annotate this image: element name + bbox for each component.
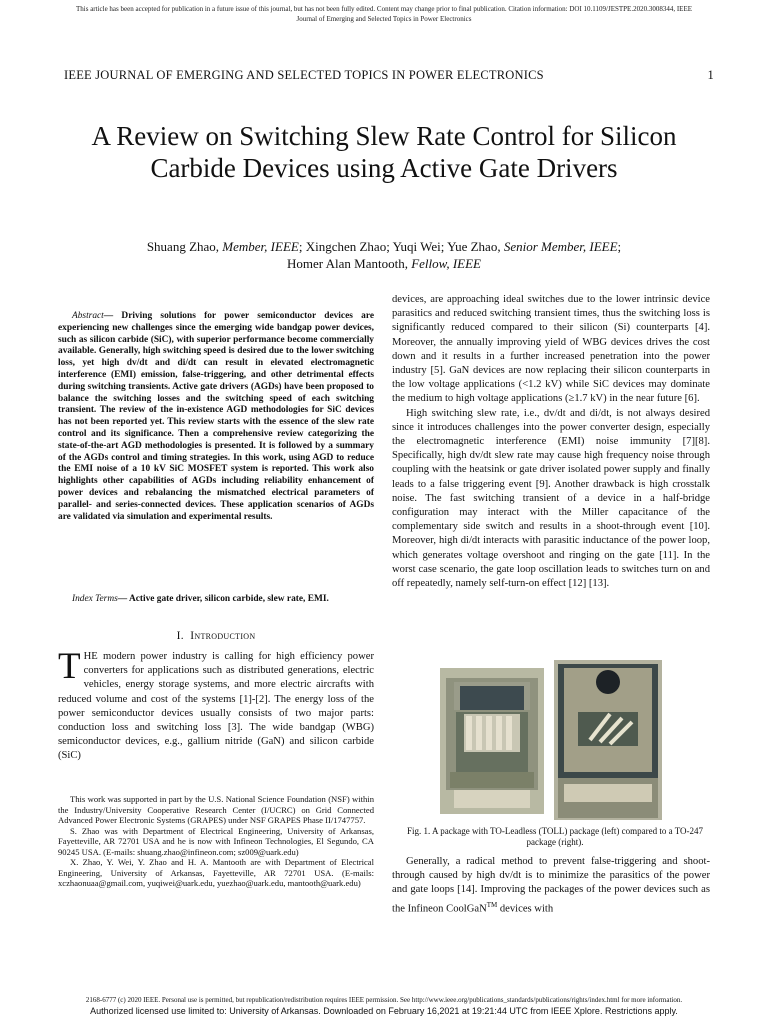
- abstract-text: — Driving solutions for power semiconductor devices are experiencing new challenges since the emerging wide bandgap power devices, such as silicon carbide (SiC), with superior performance become commercially available. Generally, high switching speed is desired due to the lower switching loss, yet high dv/dt and di/dt can result in elevated electromagnetic interference (EMI) emission, false-triggering, and other detrimental effects during switching transients. Active gate drivers (AGDs) have been proposed to balance the switching losses and the switching speed of each switching transient. The review of the in-existence AGD methodologies for SiC devices has not been reported yet. This review starts with the essence of the slew rate control and its significance. Then a comprehensive review categorizing the state-of-the-art AGD methodologies is presented. It is followed by a summary of the AGDs control and timing strategies. In this work, using AGD to reduce the EMI noise of a 10 kV SiC MOSFET system is reported. This work also highlights other capabilities of AGDs including reliability enhancement of power devices and rebalancing the mismatched electrical parameters of parallel- and series-connected devices. These application scenarios of AGDs are validated via simulation and experimental results.: [58, 311, 374, 522]
- license-footer: Authorized licensed use limited to: University of Arkansas. Downloaded on February 16,2021 at 19:21:44 UTC from IEEE Xplore. Restrictions apply.: [90, 1006, 678, 1016]
- preprint-banner: [0, 4, 768, 24]
- paragraph-packaging: Generally, a radical method to prevent false-triggering and shoot-through caused by high dv/dt is to minimize the parasitics of the power and gate loops [14]. Improving the packages of the power devices such as the Infineon CoolGaN™ devices with: [392, 856, 710, 915]
- figure-1-package-photos: [440, 660, 662, 820]
- right-column-text-lower: [392, 855, 710, 916]
- index-terms-label: Index Terms: [72, 594, 118, 604]
- index-terms-text: — Active gate driver, silicon carbide, slew rate, EMI.: [117, 594, 329, 604]
- journal-name: IEEE JOURNAL OF EMERGING AND SELECTED TOPICS IN POWER ELECTRONICS: [64, 68, 544, 82]
- drop-cap: T: [58, 646, 81, 687]
- author-line-1: Shuang Zhao, Member, IEEE; Xingchen Zhao; Yuqi Wei; Yue Zhao, Senior Member, IEEE;: [146, 239, 622, 254]
- toll-package-image: [440, 668, 544, 814]
- author-line-2: Homer Alan Mantooth, Fellow, IEEE: [286, 256, 481, 271]
- to247-package-image: [554, 660, 662, 820]
- figure-1-caption: Fig. 1. A package with TO-Leadless (TOLL) package (left) compared to a TO-247 package (right).: [406, 826, 704, 847]
- right-column-text: [392, 293, 710, 591]
- footnote-affiliation-1: S. Zhao was with Department of Electrical Engineering, University of Arkansas, Fayetteville, AR 72701 USA and he is now with Infineon Technologies, El Segundo, CA 90245 USA. (E-mails: shuang.zhao@infineon.com; sz009@uark.edu): [58, 825, 374, 857]
- banner-line-1: This article has been accepted for publication in a future issue of this journal, but has not been fully edited. Content may change prior to final publication. Citation information: DOI 10.1109/JESTPE.2020.3008344, IEEE: [76, 5, 692, 13]
- running-head: [64, 68, 714, 83]
- paragraph-wbg-devices: devices, are approaching ideal switches due to the lower intrinsic device parasitics and reduced switching transient times, thus the switching loss is significantly reduced compared to their silicon (Si) counterparts [4]. Moreover, the annually improving yield of WBG devices drives the cost down and it results in a further increased penetration into the power industry [5]. GaN devices are now replacing their silicon counterparts in the low voltage applications (<1.2 kV) while SiC devices may dominate the medium to high voltage applications (≥1.7 kV) in the near future [6].: [392, 294, 710, 405]
- introduction-paragraph: THE modern power industry is calling for high efficiency power converters for applications such as distributed generations, electric vehicles, energy storage systems, and more electric aircrafts with reduced volume and cost of the systems [1]-[2]. The energy loss of the power semiconductor devices usually consists of two major parts: conduction loss and switching loss [3]. The wide bandgap (WBG) semiconductor devices, e.g., gallium nitride (GaN) and silicon carbide (SiC): [58, 646, 374, 762]
- copyright-footer: 2168-6777 (c) 2020 IEEE. Personal use is permitted, but republication/redistribution requires IEEE permission. See http://www.ieee.org/publications_standards/publications/rights/index.html for more information.: [85, 996, 683, 1004]
- banner-line-2: Journal of Emerging and Selected Topics in Power Electronics: [296, 15, 472, 23]
- footnotes: [58, 794, 374, 889]
- index-terms: [58, 594, 374, 606]
- page-number: 1: [707, 68, 714, 82]
- footnote-affiliation-2: X. Zhao, Y. Wei, Y. Zhao and H. A. Mantooth are with Department of Electrical Engineering, University of Arkansas, Fayetteville, AR 72701 USA. (E-mails: xczhaonuaa@gmail.com, yuqiwei@uark.edu, yuezhao@uark.edu, mantooth@uark.edu): [58, 857, 374, 888]
- author-list: [60, 238, 708, 272]
- paragraph-slew-rate: High switching slew rate, i.e., dv/dt and di/dt, is not always desired since it introduces challenges into the power converter design, especially the electromagnetic interference (EMI) noise immunity [7][8]. Specifically, high dv/dt slew rate may cause high frequency noise through coupling with the heatsink or gate driver isolated power supply and finally leads to a false triggering event [9]. Another drawback is high crosstalk noise. The fast switching transient of a device in a half-bridge configuration may interact with the Miller capacitance of the complementary side switch and results in a shoot-through event [10]. Moreover, high di/dt interacts with parasitic inductance of the power loop, which generates voltage overshoot and ringing on the gate [11]. In the worst case scenario, the gate loop oscillation leads to switches turn on and off repeatedly, namely self-turn-on effect [12] [13].: [392, 407, 710, 590]
- paper-title: A Review on Switching Slew Rate Control for Silicon Carbide Devices using Active Gate Drivers: [91, 121, 677, 183]
- section-heading-introduction: I. Introduction: [176, 630, 256, 642]
- footnote-funding: This work was supported in part by the U.S. National Science Foundation (NSF) within the Industry/University Cooperative Research Center (I/UCRC) on Grid Connected Advanced Power Electronic Systems (GRAPES) under NSF GRAPES Phase II/1747757.: [58, 794, 374, 825]
- abstract: [58, 311, 374, 523]
- abstract-label: Abstract: [72, 311, 104, 321]
